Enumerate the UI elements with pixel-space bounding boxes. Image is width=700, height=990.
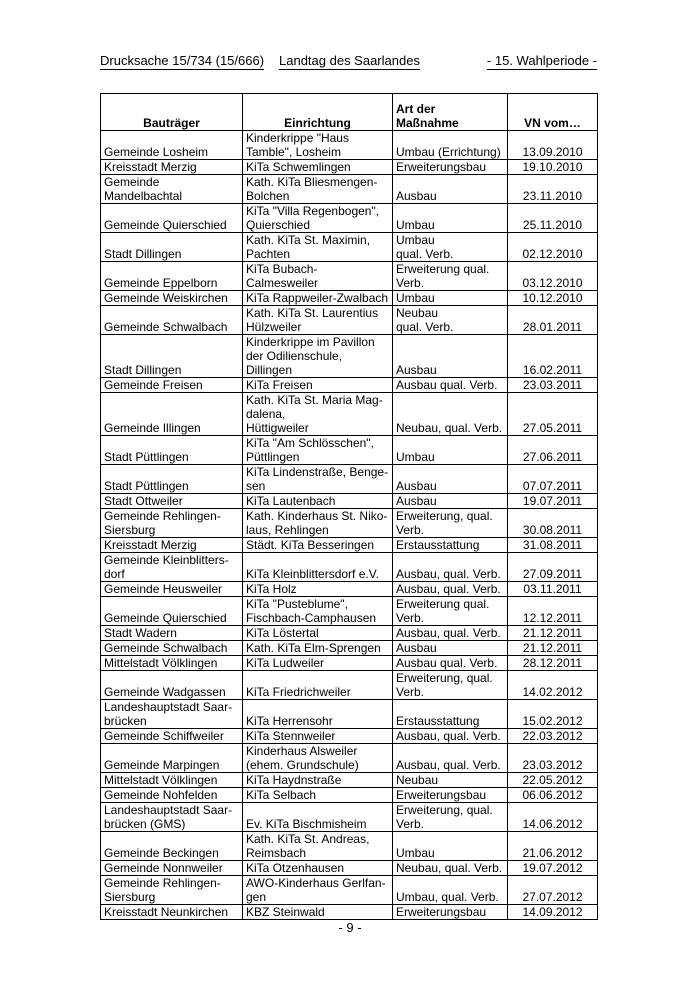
cell-einrichtung: Kath. KiTa Bliesmengen- Bolchen bbox=[243, 175, 393, 204]
cell-vn-vom: 02.12.2010 bbox=[508, 233, 598, 262]
cell-einrichtung: KiTa Herrensohr bbox=[243, 700, 393, 729]
column-header-art-der-massnahme: Art der Maßnahme bbox=[393, 94, 508, 131]
cell-massnahme: Erweiterungsbau bbox=[393, 160, 508, 175]
cell-massnahme: Neubau qual. Verb. bbox=[393, 306, 508, 335]
cell-bautraeger: Gemeinde Schiffweiler bbox=[101, 729, 243, 744]
cell-massnahme: Ausbau bbox=[393, 175, 508, 204]
cell-einrichtung: KiTa "Pusteblume", Fischbach-Camphausen bbox=[243, 597, 393, 626]
cell-einrichtung: Ev. KiTa Bischmisheim bbox=[243, 803, 393, 832]
cell-bautraeger: Gemeinde Weiskirchen bbox=[101, 291, 243, 306]
cell-massnahme: Erstausstattung bbox=[393, 700, 508, 729]
cell-vn-vom: 06.06.2012 bbox=[508, 788, 598, 803]
table-row bbox=[101, 788, 598, 803]
cell-vn-vom: 16.02.2011 bbox=[508, 335, 598, 378]
cell-vn-vom: 28.01.2011 bbox=[508, 306, 598, 335]
cell-einrichtung: KiTa Stennweiler bbox=[243, 729, 393, 744]
cell-bautraeger: Stadt Wadern bbox=[101, 626, 243, 641]
cell-bautraeger: Gemeinde Nohfelden bbox=[101, 788, 243, 803]
cell-massnahme: Ausbau, qual. Verb. bbox=[393, 582, 508, 597]
cell-vn-vom: 21.12.2011 bbox=[508, 641, 598, 656]
cell-bautraeger: Stadt Dillingen bbox=[101, 335, 243, 378]
cell-bautraeger: Stadt Dillingen bbox=[101, 233, 243, 262]
cell-massnahme: Umbau qual. Verb. bbox=[393, 233, 508, 262]
cell-vn-vom: 03.11.2011 bbox=[508, 582, 598, 597]
cell-massnahme: Ausbau qual. Verb. bbox=[393, 378, 508, 393]
cell-einrichtung: KiTa Lindenstraße, Benge- sen bbox=[243, 465, 393, 494]
cell-massnahme: Erweiterungsbau bbox=[393, 788, 508, 803]
measures-table bbox=[100, 93, 598, 920]
cell-bautraeger: Gemeinde Wadgassen bbox=[101, 671, 243, 700]
cell-vn-vom: 23.03.2011 bbox=[508, 378, 598, 393]
cell-massnahme: Erweiterung, qual. Verb. bbox=[393, 803, 508, 832]
cell-vn-vom: 13.09.2010 bbox=[508, 131, 598, 160]
cell-vn-vom: 31.08.2011 bbox=[508, 538, 598, 553]
table-row bbox=[101, 626, 598, 641]
cell-bautraeger: Landeshauptstadt Saar- brücken (GMS) bbox=[101, 803, 243, 832]
cell-massnahme: Umbau bbox=[393, 832, 508, 861]
table-row bbox=[101, 160, 598, 175]
table-row bbox=[101, 744, 598, 773]
table-row bbox=[101, 553, 598, 582]
table-row bbox=[101, 436, 598, 465]
table-row bbox=[101, 306, 598, 335]
table-row bbox=[101, 582, 598, 597]
cell-bautraeger: Landeshauptstadt Saar- brücken bbox=[101, 700, 243, 729]
cell-massnahme: Erweiterung qual. Verb. bbox=[393, 262, 508, 291]
cell-massnahme: Umbau bbox=[393, 436, 508, 465]
cell-massnahme: Ausbau bbox=[393, 465, 508, 494]
cell-bautraeger: Mittelstadt Völklingen bbox=[101, 656, 243, 671]
cell-massnahme: Neubau, qual. Verb. bbox=[393, 393, 508, 436]
cell-vn-vom: 22.05.2012 bbox=[508, 773, 598, 788]
cell-bautraeger: Gemeinde Marpingen bbox=[101, 744, 243, 773]
cell-vn-vom: 21.06.2012 bbox=[508, 832, 598, 861]
cell-bautraeger: Gemeinde Quierschied bbox=[101, 597, 243, 626]
cell-bautraeger: Gemeinde Quierschied bbox=[101, 204, 243, 233]
cell-vn-vom: 27.09.2011 bbox=[508, 553, 598, 582]
cell-massnahme: Ausbau, qual. Verb. bbox=[393, 729, 508, 744]
cell-einrichtung: AWO-Kinderhaus Gerlfan- gen bbox=[243, 876, 393, 905]
cell-einrichtung: KiTa "Villa Regenbogen", Quierschied bbox=[243, 204, 393, 233]
cell-bautraeger: Gemeinde Illingen bbox=[101, 393, 243, 436]
table-row bbox=[101, 509, 598, 538]
cell-vn-vom: 23.03.2012 bbox=[508, 744, 598, 773]
cell-vn-vom: 03.12.2010 bbox=[508, 262, 598, 291]
cell-bautraeger: Stadt Ottweiler bbox=[101, 494, 243, 509]
cell-vn-vom: 19.07.2011 bbox=[508, 494, 598, 509]
cell-einrichtung: Städt. KiTa Besseringen bbox=[243, 538, 393, 553]
cell-einrichtung: KiTa Bubach-Calmesweiler bbox=[243, 262, 393, 291]
page-header bbox=[100, 53, 597, 73]
table-row bbox=[101, 233, 598, 262]
cell-vn-vom: 27.07.2012 bbox=[508, 876, 598, 905]
cell-vn-vom: 25.11.2010 bbox=[508, 204, 598, 233]
table-row bbox=[101, 803, 598, 832]
cell-massnahme: Erweiterung, qual. Verb. bbox=[393, 671, 508, 700]
table-row bbox=[101, 175, 598, 204]
table-row bbox=[101, 335, 598, 378]
table-row bbox=[101, 262, 598, 291]
cell-massnahme: Umbau (Errichtung) bbox=[393, 131, 508, 160]
cell-einrichtung: KBZ Steinwald bbox=[243, 905, 393, 920]
table-row bbox=[101, 378, 598, 393]
cell-einrichtung: KiTa Kleinblittersdorf e.V. bbox=[243, 553, 393, 582]
cell-massnahme: Umbau, qual. Verb. bbox=[393, 876, 508, 905]
cell-einrichtung: Kath. KiTa St. Laurentius Hülzweiler bbox=[243, 306, 393, 335]
cell-einrichtung: KiTa Haydnstraße bbox=[243, 773, 393, 788]
cell-massnahme: Umbau bbox=[393, 291, 508, 306]
column-header-einrichtung: Einrichtung bbox=[243, 94, 393, 131]
table-row bbox=[101, 729, 598, 744]
cell-massnahme: Erweiterung qual. Verb. bbox=[393, 597, 508, 626]
cell-vn-vom: 22.03.2012 bbox=[508, 729, 598, 744]
cell-einrichtung: Kath. KiTa St. Andreas, Reimsbach bbox=[243, 832, 393, 861]
cell-bautraeger: Gemeinde Kleinblitters- dorf bbox=[101, 553, 243, 582]
cell-bautraeger: Stadt Püttlingen bbox=[101, 465, 243, 494]
cell-bautraeger: Gemeinde Rehlingen- Siersburg bbox=[101, 876, 243, 905]
cell-massnahme: Ausbau bbox=[393, 494, 508, 509]
cell-einrichtung: Kinderkrippe "Haus Tamble", Losheim bbox=[243, 131, 393, 160]
cell-einrichtung: Kinderhaus Alsweiler (ehem. Grundschule) bbox=[243, 744, 393, 773]
cell-vn-vom: 27.06.2011 bbox=[508, 436, 598, 465]
cell-vn-vom: 07.07.2011 bbox=[508, 465, 598, 494]
cell-vn-vom: 15.02.2012 bbox=[508, 700, 598, 729]
cell-massnahme: Neubau bbox=[393, 773, 508, 788]
cell-einrichtung: Kath. KiTa Elm-Sprengen bbox=[243, 641, 393, 656]
cell-bautraeger: Gemeinde Freisen bbox=[101, 378, 243, 393]
cell-bautraeger: Gemeinde Nonnweiler bbox=[101, 861, 243, 876]
cell-vn-vom: 28.12.2011 bbox=[508, 656, 598, 671]
header-landtag: Landtag des Saarlandes bbox=[279, 53, 420, 68]
cell-einrichtung: KiTa Selbach bbox=[243, 788, 393, 803]
cell-einrichtung: Kath. KiTa St. Maximin, Pachten bbox=[243, 233, 393, 262]
cell-vn-vom: 30.08.2011 bbox=[508, 509, 598, 538]
cell-vn-vom: 23.11.2010 bbox=[508, 175, 598, 204]
cell-massnahme: Ausbau qual. Verb. bbox=[393, 656, 508, 671]
table-row bbox=[101, 393, 598, 436]
cell-massnahme: Ausbau bbox=[393, 641, 508, 656]
cell-bautraeger: Gemeinde Schwalbach bbox=[101, 641, 243, 656]
table-header-row bbox=[101, 94, 598, 131]
table-row bbox=[101, 465, 598, 494]
cell-einrichtung: KiTa Schwemlingen bbox=[243, 160, 393, 175]
cell-einrichtung: Kath. Kinderhaus St. Niko- laus, Rehlingen bbox=[243, 509, 393, 538]
table-row bbox=[101, 641, 598, 656]
cell-massnahme: Neubau, qual. Verb. bbox=[393, 861, 508, 876]
cell-vn-vom: 27.05.2011 bbox=[508, 393, 598, 436]
cell-bautraeger: Kreisstadt Merzig bbox=[101, 538, 243, 553]
cell-massnahme: Erstausstattung bbox=[393, 538, 508, 553]
table-row bbox=[101, 832, 598, 861]
cell-einrichtung: KiTa Otzenhausen bbox=[243, 861, 393, 876]
table-row bbox=[101, 905, 598, 920]
cell-einrichtung: KiTa Lautenbach bbox=[243, 494, 393, 509]
table-row bbox=[101, 861, 598, 876]
cell-bautraeger: Gemeinde Losheim bbox=[101, 131, 243, 160]
table-row bbox=[101, 773, 598, 788]
column-header-vn-vom: VN vom… bbox=[508, 94, 598, 131]
cell-massnahme: Ausbau bbox=[393, 335, 508, 378]
cell-bautraeger: Gemeinde Eppelborn bbox=[101, 262, 243, 291]
cell-vn-vom: 10.12.2010 bbox=[508, 291, 598, 306]
cell-vn-vom: 12.12.2011 bbox=[508, 597, 598, 626]
cell-massnahme: Erweiterungsbau bbox=[393, 905, 508, 920]
table-row bbox=[101, 538, 598, 553]
header-wahlperiode: - 15. Wahlperiode - bbox=[486, 53, 597, 68]
cell-massnahme: Ausbau, qual. Verb. bbox=[393, 626, 508, 641]
cell-massnahme: Ausbau, qual. Verb. bbox=[393, 744, 508, 773]
cell-einrichtung: KiTa Friedrichweiler bbox=[243, 671, 393, 700]
cell-bautraeger: Mittelstadt Völklingen bbox=[101, 773, 243, 788]
table-row bbox=[101, 291, 598, 306]
header-drucksache: Drucksache 15/734 (15/666) bbox=[100, 53, 265, 68]
cell-bautraeger: Gemeinde Mandelbachtal bbox=[101, 175, 243, 204]
cell-massnahme: Ausbau, qual. Verb. bbox=[393, 553, 508, 582]
cell-massnahme: Umbau bbox=[393, 204, 508, 233]
table-row bbox=[101, 876, 598, 905]
page-number: - 9 - bbox=[338, 920, 362, 935]
cell-einrichtung: KiTa Holz bbox=[243, 582, 393, 597]
table-row bbox=[101, 656, 598, 671]
cell-bautraeger: Kreisstadt Merzig bbox=[101, 160, 243, 175]
cell-vn-vom: 14.06.2012 bbox=[508, 803, 598, 832]
cell-vn-vom: 14.09.2012 bbox=[508, 905, 598, 920]
cell-bautraeger: Gemeinde Rehlingen- Siersburg bbox=[101, 509, 243, 538]
table-row bbox=[101, 131, 598, 160]
cell-einrichtung: KiTa "Am Schlösschen", Püttlingen bbox=[243, 436, 393, 465]
cell-vn-vom: 21.12.2011 bbox=[508, 626, 598, 641]
cell-massnahme: Erweiterung, qual. Verb. bbox=[393, 509, 508, 538]
cell-einrichtung: KiTa Ludweiler bbox=[243, 656, 393, 671]
table-row bbox=[101, 597, 598, 626]
cell-einrichtung: KiTa Rappweiler-Zwalbach bbox=[243, 291, 393, 306]
cell-einrichtung: Kinderkrippe im Pavillon der Odilienschule, Dillingen bbox=[243, 335, 393, 378]
table-row bbox=[101, 700, 598, 729]
table-row bbox=[101, 494, 598, 509]
cell-bautraeger: Gemeinde Schwalbach bbox=[101, 306, 243, 335]
cell-einrichtung: KiTa Löstertal bbox=[243, 626, 393, 641]
table-row bbox=[101, 671, 598, 700]
cell-bautraeger: Stadt Püttlingen bbox=[101, 436, 243, 465]
cell-einrichtung: Kath. KiTa St. Maria Mag- dalena, Hüttigweiler bbox=[243, 393, 393, 436]
cell-bautraeger: Gemeinde Beckingen bbox=[101, 832, 243, 861]
cell-bautraeger: Kreisstadt Neunkirchen bbox=[101, 905, 243, 920]
column-header-bautraeger: Bauträger bbox=[101, 94, 243, 131]
cell-bautraeger: Gemeinde Heusweiler bbox=[101, 582, 243, 597]
cell-vn-vom: 14.02.2012 bbox=[508, 671, 598, 700]
table-row bbox=[101, 204, 598, 233]
cell-einrichtung: KiTa Freisen bbox=[243, 378, 393, 393]
cell-vn-vom: 19.07.2012 bbox=[508, 861, 598, 876]
cell-vn-vom: 19.10.2010 bbox=[508, 160, 598, 175]
